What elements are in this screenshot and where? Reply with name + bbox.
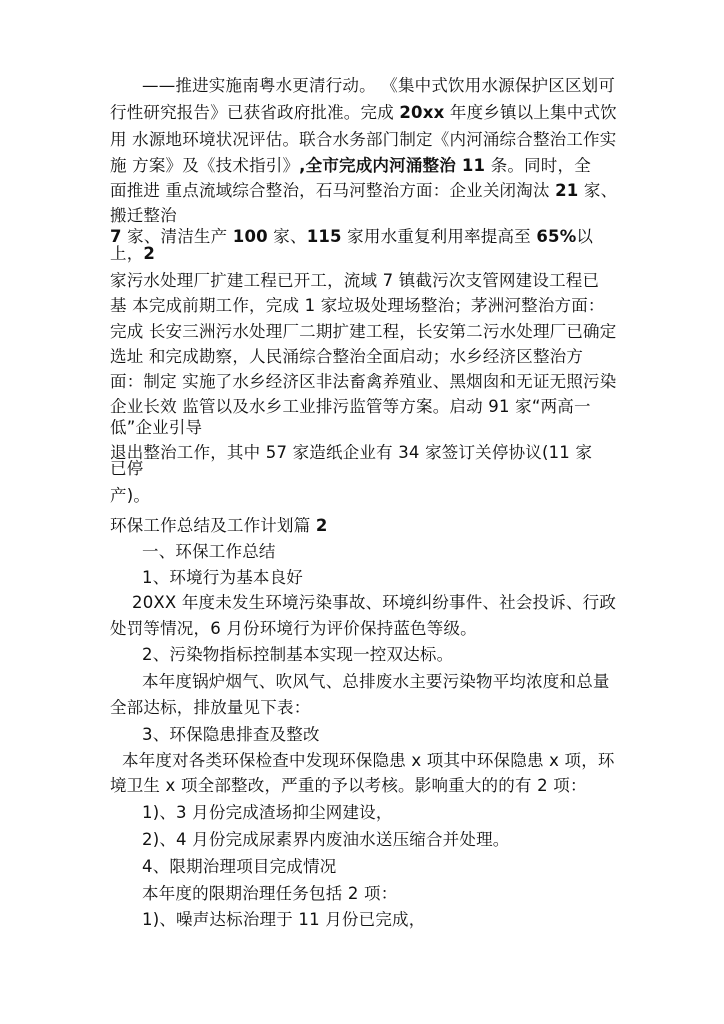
text-line: 家污水处理厂扩建工程已开工，流域 7 镇截污次支管网建设工程已 — [110, 271, 600, 290]
text-line: 2、污染物指标控制基本实现一控双达标。 — [142, 645, 454, 664]
text-line: 企业长效 监管以及水乡工业排污监管等方案。启动 91 家“两高一 — [110, 397, 591, 416]
text-line: 面推进 重点流域综合整治，石马河整治方面：企业关闭淘汰 21 家、 — [110, 181, 618, 200]
text-line: 行性研究报告》已获省政府批准。完成 20xx 年度乡镇以上集中式饮 — [110, 103, 617, 122]
text-line: 施 方案》及《技术指引》,全市完成内河涌整治 11 条。同时，全 — [110, 156, 591, 175]
text-line: 用 水源地环境状况评估。联合水务部门制定《内河涌综合整治工作实 — [110, 130, 617, 149]
text-line: 2)、4 月份完成尿素界内废油水送压缩合并处理。 — [142, 830, 510, 849]
text-line: 低”企业引导 — [110, 418, 203, 437]
text-line: 处罚等情况，6 月份环境行为评价保持蓝色等级。 — [110, 619, 477, 638]
text-line: 完成 长安三洲污水处理厂二期扩建工程，长安第二污水处理厂已确定 — [110, 322, 617, 341]
text-line: 1)、3 月份完成渣场抑尘网建设， — [142, 803, 393, 822]
text-line: 境卫生 x 项全部整改，严重的予以考核。影响重大的的有 2 项： — [110, 776, 587, 795]
text-line: 1、环境行为基本良好 — [142, 568, 303, 587]
text-line: 上，2 — [110, 244, 156, 263]
text-line: 退出整治工作，其中 57 家造纸企业有 34 家签订关停协议(11 家 — [110, 443, 593, 462]
text-line: 面：制定 实施了水乡经济区非法畜禽养殖业、黑烟囱和无证无照污染 — [110, 372, 617, 391]
text-line: 20XX 年度未发生环境污染事故、环境纠纷事件、社会投诉、行政 — [132, 593, 617, 612]
text-line: 搬迁整治 — [110, 206, 177, 225]
text-line: 7 家、清洁生产 100 家、115 家用水重复利用率提高至 65%以 — [110, 227, 594, 246]
text-line: 一、环保工作总结 — [142, 542, 276, 561]
text-line: 产)。 — [110, 486, 151, 505]
text-line: 已停 — [110, 459, 144, 478]
text-line: 4、限期治理项目完成情况 — [142, 857, 337, 876]
text-line: 本年度的限期治理任务包括 2 项： — [142, 884, 398, 903]
text-line: ——推进实施南粤水更清行动。 《集中式饮用水源保护区区划可 — [142, 76, 616, 95]
text-line: 1)、噪声达标治理于 11 月份已完成， — [142, 910, 426, 929]
text-line: 全部达标，排放量见下表： — [110, 698, 311, 717]
text-line: 本年度对各类环保检查中发现环保隐患 x 项其中环保隐患 x 项，环 — [122, 751, 615, 770]
text-line: 3、环保隐患排查及整改 — [142, 725, 320, 744]
section-heading: 环保工作总结及工作计划篇 2 — [110, 516, 328, 535]
text-line: 本年度锅炉烟气、吹风气、总排废水主要污染物平均浓度和总量 — [142, 672, 610, 691]
text-line: 基 本完成前期工作，完成 1 家垃圾处理场整治；茅洲河整治方面： — [110, 296, 605, 315]
text-line: 选址 和完成勘察，人民涌综合整治全面启动；水乡经济区整治方 — [110, 347, 584, 366]
